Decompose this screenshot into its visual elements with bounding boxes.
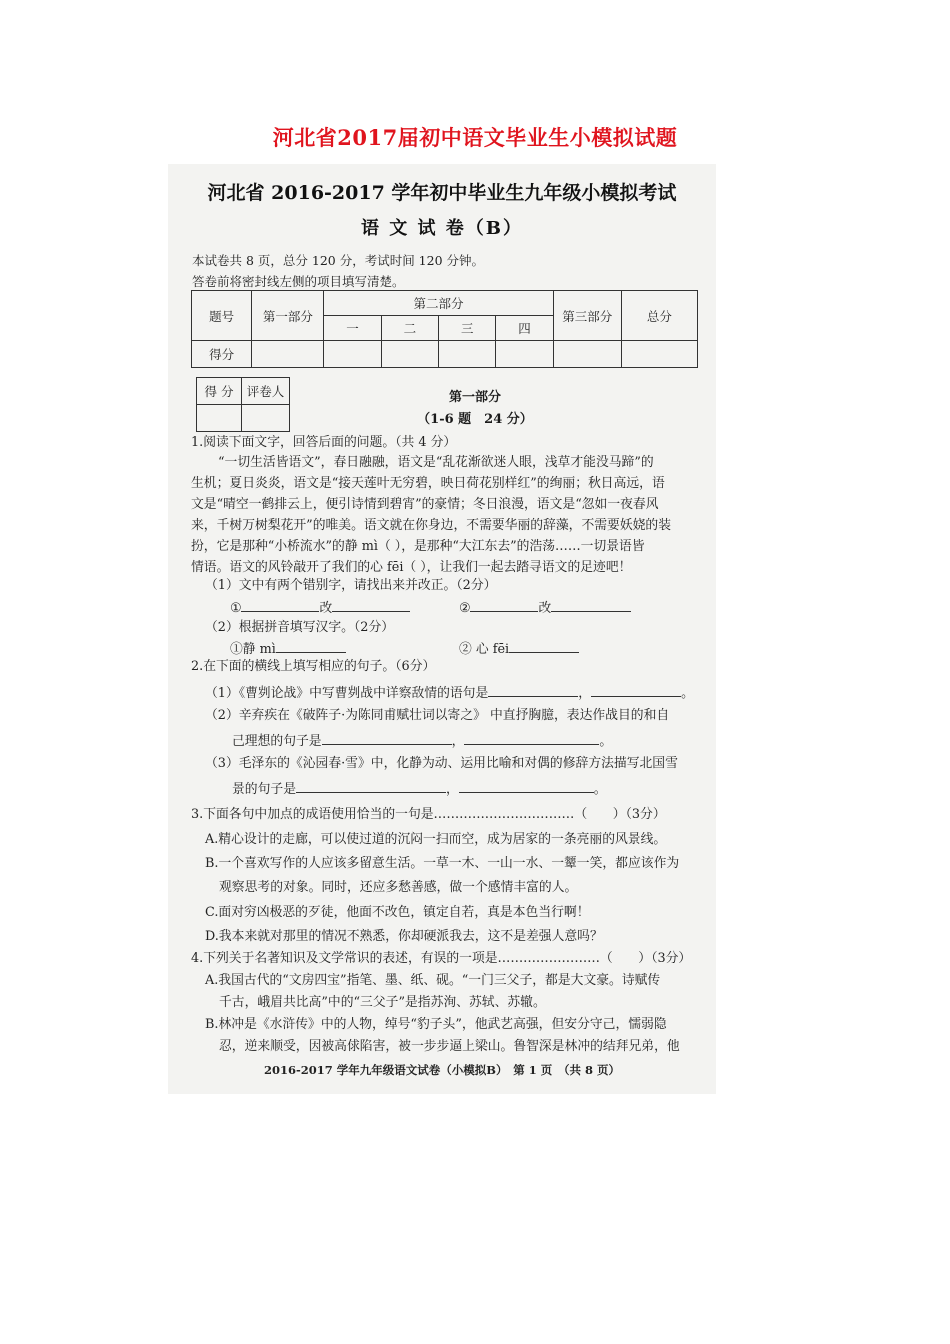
answer-blank[interactable] bbox=[459, 780, 594, 793]
question-text: （1）《曹刿论战》中写曹刿战中详察敌情的语句是 bbox=[205, 686, 489, 701]
score-cell[interactable] bbox=[381, 341, 438, 368]
answer-blank[interactable] bbox=[464, 732, 599, 745]
passage-line: 来，千树万树梨花开”的唯美。语文就在你身边，不需要华丽的辞藻，不需要妖娆的装 bbox=[191, 518, 672, 533]
q4-option-a-cont: 千古，峨眉共比高”中的“三父子”是指苏洵、苏轼、苏辙。 bbox=[219, 995, 546, 1010]
answer-connector: 改 bbox=[319, 601, 333, 616]
score-cell[interactable] bbox=[496, 341, 553, 368]
answer-blank[interactable] bbox=[591, 684, 681, 697]
answer-blank[interactable] bbox=[488, 684, 578, 697]
grader-pingjuan: 评卷人 bbox=[242, 378, 290, 405]
answer-label: ①静 mì bbox=[230, 642, 276, 657]
answer-blank[interactable] bbox=[470, 599, 538, 612]
punct: 。 bbox=[599, 734, 613, 749]
exam-subtitle: 语 文 试 卷（B） bbox=[360, 218, 523, 239]
answer-marker: ② bbox=[459, 601, 471, 616]
punct: ， bbox=[445, 782, 459, 797]
q4-option-b: B.林冲是《水浒传》中的人物，绰号“豹子头”，他武艺高强，但安分守己，懦弱隐 bbox=[205, 1017, 667, 1032]
answer-blank[interactable] bbox=[551, 599, 631, 612]
answer-blank[interactable] bbox=[332, 599, 410, 612]
q3-option-a: A.精心设计的走廊，可以使过道的沉闷一扫而空，成为居家的一条亮丽的风景线。 bbox=[205, 832, 667, 847]
answer-blank[interactable] bbox=[296, 780, 446, 793]
header-tihao: 题号 bbox=[192, 291, 252, 341]
q1-sub2: （2）根据拼音填写汉字。（2分） bbox=[205, 620, 395, 635]
header-total: 总分 bbox=[621, 291, 697, 341]
passage-line: 生机；夏日炎炎，语文是“接天莲叶无穷碧，映日荷花别样红”的绚丽；秋日高远，语 bbox=[191, 476, 665, 491]
q2-sub2: （2）辛弃疾在《破阵子·为陈同甫赋壮词以寄之》 中直抒胸臆，表达作战目的和自 bbox=[205, 708, 670, 723]
q2-sub3-answer-row bbox=[232, 780, 607, 798]
q3-option-b: B.一个喜欢写作的人应该多留意生活。一草一木、一山一水、一颦一笑，都应该作为 bbox=[205, 856, 680, 871]
exam-note-2: 答卷前将密封线左侧的项目填写清楚。 bbox=[192, 274, 405, 289]
answer-blank[interactable] bbox=[322, 732, 452, 745]
exam-title: 河北省 2016-2017 学年初中毕业生九年级小模拟考试 bbox=[207, 182, 677, 204]
answer-blank[interactable] bbox=[509, 640, 579, 653]
part1-title: 第一部分 bbox=[448, 390, 501, 405]
punct: 。 bbox=[593, 782, 607, 797]
q4-stem: 4.下列关于名著知识及文学常识的表述，有误的一项是……………………（ ）（3分） bbox=[191, 951, 692, 966]
header-sub-3: 三 bbox=[439, 316, 496, 341]
q1-sub1-answer-row bbox=[230, 599, 410, 617]
answer-blank[interactable] bbox=[241, 599, 319, 612]
passage-line: 情语。语文的风铃敲开了我们的心 fēi（ ），让我们一起去踏寻语文的足迹吧！ bbox=[191, 560, 632, 575]
passage-line: 文是“晴空一鹤排云上，便引诗情到碧宵”的豪情；冬日浪漫，语文是“忽如一夜春风 bbox=[191, 497, 659, 512]
row-defen: 得分 bbox=[192, 341, 252, 368]
passage-line: “一切生活皆语文”，春日融融，语文是“乱花渐欲迷人眼，浅草才能没马蹄”的 bbox=[218, 455, 654, 470]
q2-sub2-answer-row bbox=[232, 732, 612, 750]
score-cell[interactable] bbox=[324, 341, 381, 368]
header-part2: 第二部分 bbox=[324, 291, 553, 316]
punct: ， bbox=[451, 734, 465, 749]
q2-sub1 bbox=[205, 684, 694, 702]
q1-sub1: （1）文中有两个错别字，请找出来并改正。（2分） bbox=[205, 578, 497, 593]
grader-score-cell[interactable] bbox=[197, 405, 242, 432]
score-cell[interactable] bbox=[439, 341, 496, 368]
score-cell[interactable] bbox=[252, 341, 324, 368]
document-title: 河北省2017届初中语文毕业生小模拟试题 bbox=[272, 125, 678, 150]
question-text: 己理想的句子是 bbox=[232, 734, 322, 749]
passage-line: 扮，它是那种“小桥流水”的静 mì（ ），是那种“大江东去”的浩荡……一切景语皆 bbox=[191, 539, 645, 554]
grader-defen: 得 分 bbox=[197, 378, 242, 405]
q1-sub2-answer-1 bbox=[230, 640, 346, 658]
grader-box bbox=[196, 377, 290, 432]
q3-option-b-cont: 观察思考的对象。同时，还应多愁善感，做一个感情丰富的人。 bbox=[219, 880, 578, 895]
header-sub-2: 二 bbox=[381, 316, 438, 341]
score-cell[interactable] bbox=[621, 341, 697, 368]
header-part1: 第一部分 bbox=[252, 291, 324, 341]
q3-option-c: C.面对穷凶极恶的歹徒，他面不改色，镇定自若，真是本色当行啊！ bbox=[205, 905, 590, 920]
answer-connector: 改 bbox=[538, 601, 552, 616]
q3-option-d: D.我本来就对那里的情况不熟悉，你却硬派我去，这不是差强人意吗？ bbox=[205, 929, 603, 944]
q1-sub1-answer-row-2 bbox=[459, 599, 631, 617]
q2-stem: 2.在下面的横线上填写相应的句子。（6分） bbox=[191, 659, 436, 674]
question-text: 景的句子是 bbox=[232, 782, 296, 797]
q3-stem: 3.下面各句中加点的成语使用恰当的一句是……………………………（ ）（3分） bbox=[191, 807, 666, 822]
header-sub-1: 一 bbox=[324, 316, 381, 341]
score-table bbox=[191, 290, 698, 368]
q2-sub3: （3）毛泽东的《沁园春·雪》中，化静为动、运用比喻和对偶的修辞方法描写北国雪 bbox=[205, 756, 678, 771]
part1-range: （1-6 题 24 分） bbox=[417, 412, 533, 427]
q1-sub2-answer-2 bbox=[459, 640, 579, 658]
answer-label: ② 心 fēi bbox=[459, 642, 510, 657]
header-sub-4: 四 bbox=[496, 316, 553, 341]
q4-option-b-cont: 忍，逆来顺受，因被高俅陷害，被一步步逼上梁山。鲁智深是林冲的结拜兄弟，他 bbox=[219, 1039, 680, 1054]
q1-stem: 1.阅读下面文字，回答后面的问题。（共 4 分） bbox=[191, 435, 457, 450]
header-part3: 第三部分 bbox=[553, 291, 621, 341]
punct: ， bbox=[578, 686, 592, 701]
punct: 。 bbox=[681, 686, 694, 701]
page-footer: 2016-2017 学年九年级语文试卷（小模拟B） 第 1 页 （共 8 页） bbox=[263, 1063, 621, 1077]
answer-blank[interactable] bbox=[276, 640, 346, 653]
answer-marker: ① bbox=[230, 601, 242, 616]
q4-option-a: A.我国古代的“文房四宝”指笔、墨、纸、砚。“一门三父子，都是大文豪。诗赋传 bbox=[205, 973, 661, 988]
grader-name-cell[interactable] bbox=[242, 405, 290, 432]
score-cell[interactable] bbox=[553, 341, 621, 368]
exam-note-1: 本试卷共 8 页，总分 120 分，考试时间 120 分钟。 bbox=[192, 253, 485, 268]
